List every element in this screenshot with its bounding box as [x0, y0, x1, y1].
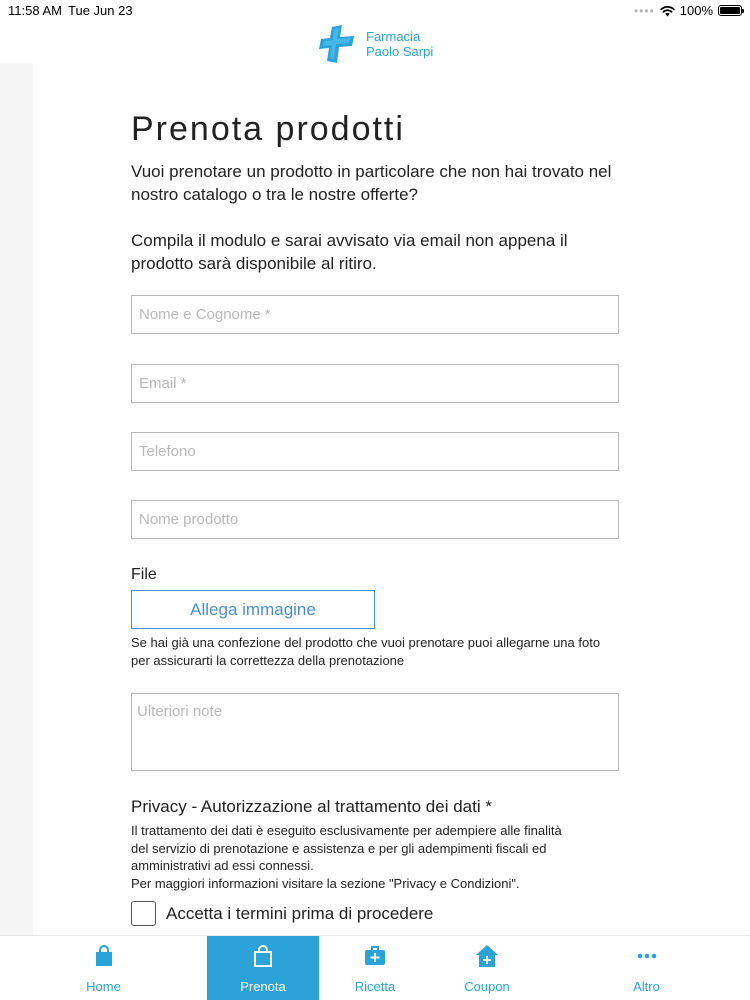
file-label: File [131, 566, 157, 583]
pharmacy-cross-icon [318, 25, 356, 63]
left-sidebar-strip [0, 63, 33, 935]
tab-ricetta[interactable] [319, 936, 431, 1000]
logo-line-2: Paolo Sarpi [366, 44, 434, 59]
logo-line-1: Farmacia [366, 29, 421, 44]
privacy-title: Privacy - Autorizzazione al trattamento dei dati * [131, 797, 492, 816]
accept-terms-row[interactable] [131, 901, 433, 926]
privacy-text [131, 822, 621, 892]
shopping-bag-icon [251, 944, 275, 968]
email-input[interactable] [131, 364, 619, 403]
more-dots-icon [635, 944, 659, 968]
privacy-line: del servizio di prenotazione e assistenza e per gli adempimenti fiscali ed [131, 840, 547, 856]
battery-icon [718, 5, 742, 16]
tab-coupon[interactable] [431, 936, 543, 1000]
attach-image-button[interactable]: Allega immagine [131, 590, 375, 629]
tab-altro[interactable] [543, 936, 750, 1000]
medical-kit-icon [363, 944, 387, 968]
page-title: Prenota prodotti [131, 110, 405, 148]
tab-label: Prenota [240, 979, 286, 994]
attach-hint-text: Se hai già una confezione del prodotto che vuoi prenotare puoi allegarne una foto per assicurarti la correttezza della prenotazione [131, 635, 601, 668]
house-plus-icon [475, 944, 499, 968]
battery-percent: 100% [679, 3, 713, 18]
pharmacy-logo [318, 24, 433, 64]
logo-text [366, 29, 433, 59]
privacy-line: Per maggiori informazioni visitare la sezione "Privacy e Condizioni". [131, 875, 520, 891]
status-indicators [634, 3, 742, 18]
tab-label: Home [86, 979, 121, 994]
intro-text-2: Compila il modulo e sarai avvisato via email non appena il prodotto sarà disponibile al ritiro. [131, 231, 568, 273]
bottom-tab-bar [0, 935, 750, 1000]
multitasking-dots-icon: •••• [633, 3, 655, 18]
accept-terms-checkbox[interactable] [131, 901, 156, 926]
tab-label: Ricetta [354, 979, 396, 994]
status-bar [0, 0, 750, 22]
tab-home[interactable] [0, 936, 207, 1000]
wifi-icon [660, 5, 675, 17]
shopping-bag-icon [92, 944, 116, 968]
tab-label: Coupon [464, 979, 510, 994]
phone-input[interactable] [131, 432, 619, 471]
privacy-line: Il trattamento dei dati è eseguito esclusivamente per adempiere alle finalità [131, 823, 562, 838]
notes-textarea[interactable] [131, 693, 619, 771]
status-time: 11:58 AM [8, 3, 62, 18]
product-name-input[interactable] [131, 500, 619, 539]
tab-label: Altro [633, 979, 660, 994]
status-date: Tue Jun 23 [68, 3, 133, 18]
privacy-line: amministrativi ad essi connessi. [131, 858, 314, 873]
intro-text-1: Vuoi prenotare un prodotto in particolare che non hai trovato nel nostro catalogo o tra le nostre offerte? [131, 162, 612, 204]
accept-terms-label[interactable]: Accetta i termini prima di procedere [166, 903, 434, 923]
full-name-input[interactable] [131, 295, 619, 334]
tab-prenota[interactable] [207, 936, 319, 1000]
